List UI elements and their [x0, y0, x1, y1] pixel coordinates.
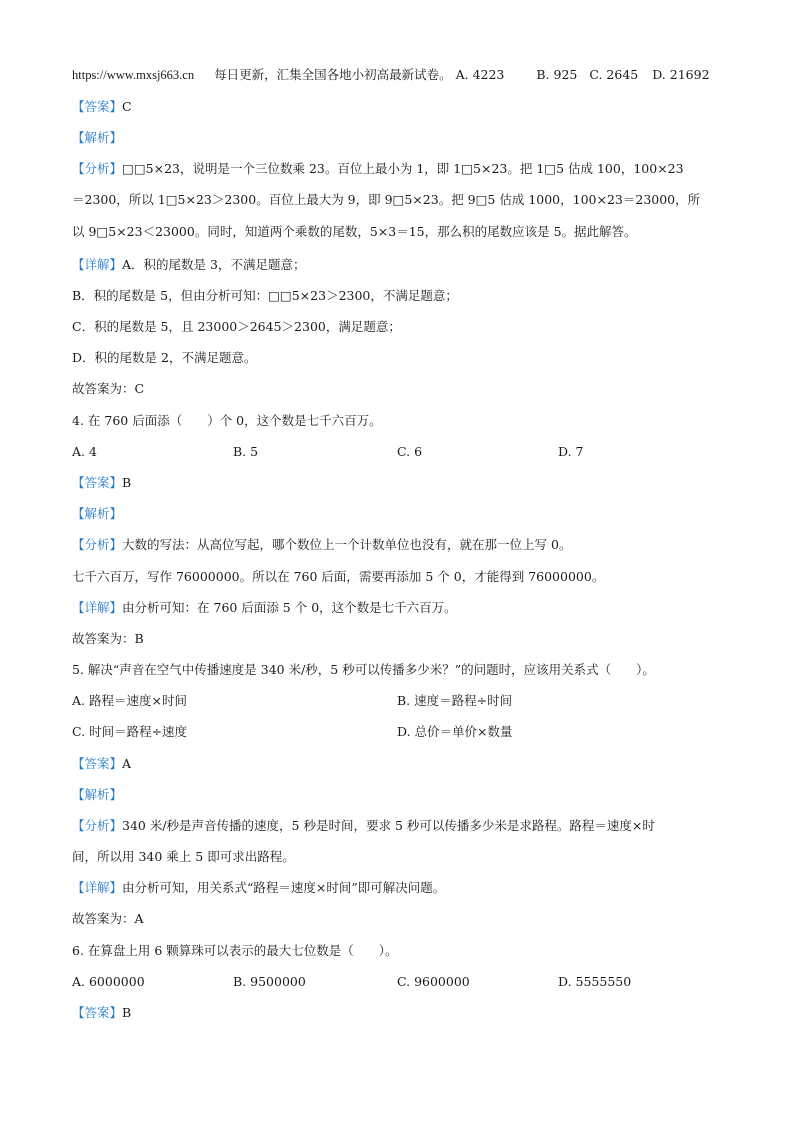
q3-detail-text-1: A．积的尾数是 3，不满足题意； — [122, 257, 306, 272]
detail-tag: 【详解】 — [72, 880, 123, 895]
q4-option-c: C. 6 — [397, 444, 423, 459]
q5-analysis-text-1: 340 米/秒是声音传播的速度，5 秒是时间，要求 5 秒可以传播多少米是求路程。路程＝速度×时 — [122, 818, 655, 833]
q4-analysis-line-2: 七千六百万，写作 76000000。所以在 760 后面，需要再添加 5 个 0，才能得到 76000000。 — [72, 569, 605, 584]
q6-option-d: D. 5555550 — [558, 974, 632, 989]
detail-tag: 【详解】 — [72, 600, 123, 615]
q5-analysis-line-1 — [72, 818, 655, 834]
source-url[interactable]: https://www.mxsj663.cn — [72, 68, 195, 82]
q4-stem: 4. 在 760 后面添（ ）个 0，这个数是七千六百万。 — [72, 413, 382, 428]
q4-option-a: A. 4 — [72, 444, 97, 459]
q3-analysis-text-1: □□5×23，说明是一个三位数乘 23。百位上最小为 1，即 1□5×23。把 1□5 估成 100，100×23 — [122, 161, 684, 176]
q3-final-answer: 故答案为：C — [72, 381, 145, 396]
q3-analysis-line-3: 以 9□5×23＜23000。同时，知道两个乘数的尾数，5×3＝15，那么积的尾数应该是 5。据此解答。 — [72, 224, 637, 239]
header-option-a: A. 4223 — [455, 67, 505, 82]
q4-detail-line — [72, 600, 457, 616]
q3-answer-line — [72, 99, 132, 115]
q6-option-b: B. 9500000 — [233, 974, 306, 989]
q4-jiexi-tag: 【解析】 — [72, 506, 123, 521]
q5-answer: A — [122, 756, 132, 771]
q3-detail-line-4: D．积的尾数是 2，不满足题意。 — [72, 350, 257, 365]
q4-answer: B — [122, 475, 132, 490]
analysis-tag: 【分析】 — [72, 537, 123, 552]
header-option-b: B. 925 — [536, 67, 578, 82]
q5-detail-line — [72, 880, 445, 896]
q5-detail-text: 由分析可知，用关系式“路程＝速度×时间”即可解决问题。 — [122, 880, 446, 895]
q3-detail-line-2: B．积的尾数是 5，但由分析可知：□□5×23＞2300，不满足题意； — [72, 288, 458, 303]
header-line — [72, 67, 710, 83]
header-option-c: C. 2645 — [589, 67, 639, 82]
header-option-d: D. 21692 — [652, 67, 710, 82]
q4-option-d: D. 7 — [558, 444, 584, 459]
detail-tag: 【详解】 — [72, 257, 123, 272]
q6-stem: 6. 在算盘上用 6 颗算珠可以表示的最大七位数是（ ）。 — [72, 943, 398, 958]
answer-tag: 【答案】 — [72, 475, 123, 490]
q3-answer: C — [122, 99, 132, 114]
q5-option-c: C. 时间＝路程÷速度 — [72, 724, 188, 739]
answer-tag: 【答案】 — [72, 99, 123, 114]
q3-detail-line-1 — [72, 257, 305, 273]
q3-detail-line-3: C．积的尾数是 5，且 23000＞2645＞2300，满足题意； — [72, 319, 401, 334]
answer-tag: 【答案】 — [72, 1005, 123, 1020]
q5-final-answer: 故答案为：A — [72, 911, 144, 926]
q5-option-d: D. 总价＝单价×数量 — [397, 724, 513, 739]
q6-answer-line — [72, 1005, 131, 1021]
q5-stem: 5. 解决“声音在空气中传播速度是 340 米/秒，5 秒可以传播多少米？”的问题时，应该用关系式（ ）。 — [72, 662, 655, 677]
q5-analysis-line-2: 间，所以用 340 乘上 5 即可求出路程。 — [72, 849, 295, 864]
q5-option-b: B. 速度＝路程÷时间 — [397, 693, 513, 708]
q3-analysis-line-2: ＝2300，所以 1□5×23＞2300。百位上最大为 9，即 9□5×23。把 9□5 估成 1000，100×23＝23000，所 — [72, 192, 701, 207]
q4-analysis-line-1 — [72, 537, 571, 553]
q5-option-a: A. 路程＝速度×时间 — [72, 693, 187, 708]
q4-analysis-text: 大数的写法：从高位写起，哪个数位上一个计数单位也没有，就在那一位上写 0。 — [122, 537, 572, 552]
q5-answer-line — [72, 756, 131, 772]
q3-jiexi-tag: 【解析】 — [72, 130, 123, 145]
source-slogan: 每日更新，汇集全国各地小初高最新试卷。 — [214, 67, 452, 82]
analysis-tag: 【分析】 — [72, 161, 123, 176]
q3-analysis-line-1 — [72, 161, 684, 177]
q4-answer-line — [72, 475, 131, 491]
q4-option-b: B. 5 — [233, 444, 259, 459]
q6-option-c: C. 9600000 — [397, 974, 470, 989]
q6-answer: B — [122, 1005, 132, 1020]
analysis-tag: 【分析】 — [72, 818, 123, 833]
q4-final-answer: 故答案为：B — [72, 631, 144, 646]
q6-option-a: A. 6000000 — [72, 974, 145, 989]
answer-tag: 【答案】 — [72, 756, 123, 771]
q5-jiexi-tag: 【解析】 — [72, 787, 123, 802]
q4-detail-text: 由分析可知：在 760 后面添 5 个 0，这个数是七千六百万。 — [122, 600, 457, 615]
